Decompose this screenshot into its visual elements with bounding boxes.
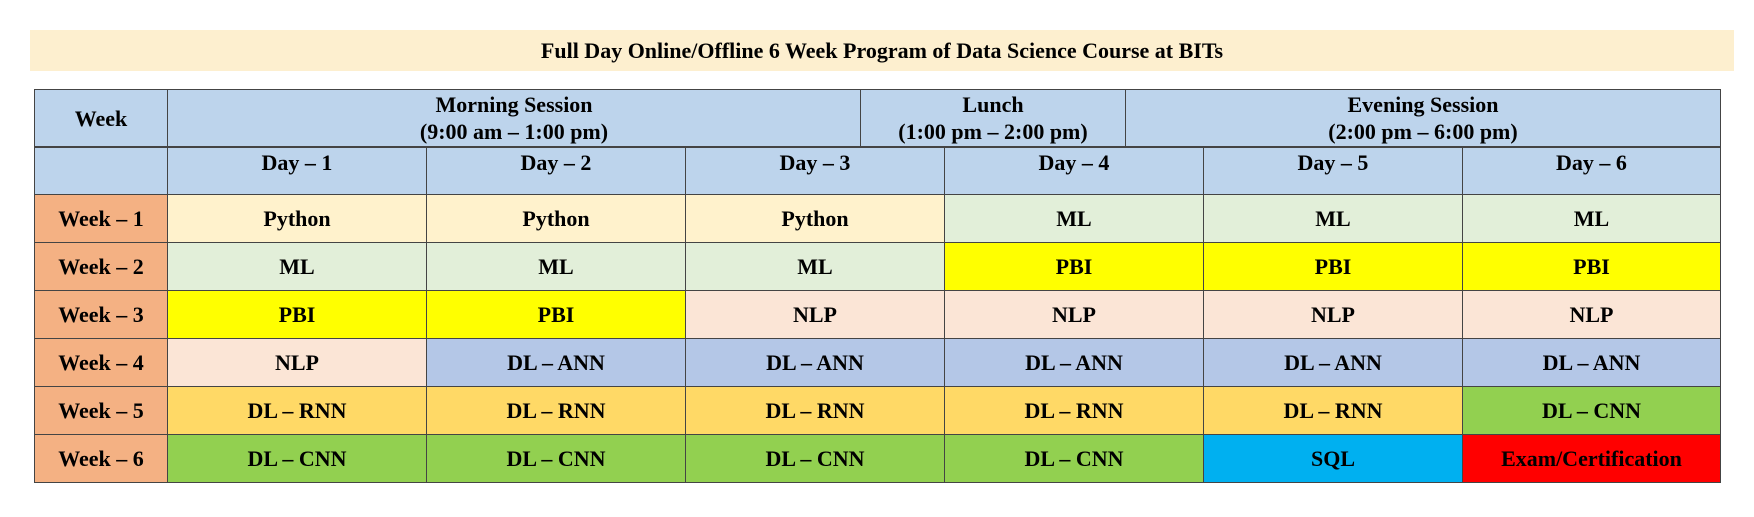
topic-cell: DL – ANN [945, 339, 1204, 387]
topic-cell: DL – CNN [427, 435, 686, 483]
topic-cell: PBI [427, 291, 686, 339]
topic-cell: NLP [945, 291, 1204, 339]
lunch-name: Lunch [962, 92, 1024, 117]
week-row [35, 339, 1721, 387]
week-label: Week – 2 [35, 243, 168, 291]
schedule-table [34, 147, 1721, 483]
topic-cell: ML [427, 243, 686, 291]
topic-cell: Exam/Certification [1463, 435, 1721, 483]
week-label: Week – 5 [35, 387, 168, 435]
topic-cell: DL – RNN [168, 387, 427, 435]
day-header: Day – 6 [1463, 148, 1721, 195]
day-header-row [35, 148, 1721, 195]
evening-session-name: Evening Session [1347, 92, 1499, 117]
topic-cell: NLP [168, 339, 427, 387]
week-label: Week – 6 [35, 435, 168, 483]
week-row [35, 387, 1721, 435]
week-column-header: Week [35, 90, 168, 147]
topic-cell: DL – CNN [686, 435, 945, 483]
topic-cell: DL – ANN [427, 339, 686, 387]
week-label: Week – 1 [35, 195, 168, 243]
topic-cell: DL – ANN [686, 339, 945, 387]
topic-cell: ML [1204, 195, 1463, 243]
topic-cell: PBI [1204, 243, 1463, 291]
topic-cell: NLP [1463, 291, 1721, 339]
topic-cell: NLP [686, 291, 945, 339]
week-row [35, 195, 1721, 243]
topic-cell: DL – CNN [168, 435, 427, 483]
topic-cell: ML [686, 243, 945, 291]
week-row [35, 435, 1721, 483]
topic-cell: Python [427, 195, 686, 243]
topic-cell: DL – RNN [945, 387, 1204, 435]
evening-session-time: (2:00 pm – 6:00 pm) [1328, 119, 1518, 144]
topic-cell: DL – RNN [427, 387, 686, 435]
topic-cell: DL – CNN [1463, 387, 1721, 435]
day-header: Day – 4 [945, 148, 1204, 195]
topic-cell: PBI [1463, 243, 1721, 291]
topic-cell: DL – RNN [686, 387, 945, 435]
day-header: Day – 1 [168, 148, 427, 195]
page-title: Full Day Online/Offline 6 Week Program of Data Science Course at BITs [30, 30, 1734, 71]
topic-cell: PBI [945, 243, 1204, 291]
session-header [34, 89, 1721, 147]
week-row [35, 243, 1721, 291]
week-label: Week – 3 [35, 291, 168, 339]
topic-cell: DL – CNN [945, 435, 1204, 483]
week-row [35, 291, 1721, 339]
topic-cell: ML [1463, 195, 1721, 243]
evening-session-header [1126, 90, 1721, 147]
topic-cell: SQL [1204, 435, 1463, 483]
morning-session-header [168, 90, 861, 147]
topic-cell: DL – ANN [1463, 339, 1721, 387]
lunch-header [861, 90, 1126, 147]
week-label: Week – 4 [35, 339, 168, 387]
day-header: Day – 3 [686, 148, 945, 195]
topic-cell: ML [945, 195, 1204, 243]
morning-session-name: Morning Session [435, 92, 593, 117]
morning-session-time: (9:00 am – 1:00 pm) [419, 119, 609, 144]
topic-cell: NLP [1204, 291, 1463, 339]
topic-cell: Python [686, 195, 945, 243]
topic-cell: ML [168, 243, 427, 291]
topic-cell: DL – ANN [1204, 339, 1463, 387]
topic-cell: DL – RNN [1204, 387, 1463, 435]
day-header-blank [35, 148, 168, 195]
day-header: Day – 2 [427, 148, 686, 195]
topic-cell: PBI [168, 291, 427, 339]
topic-cell: Python [168, 195, 427, 243]
lunch-time: (1:00 pm – 2:00 pm) [898, 119, 1088, 144]
day-header: Day – 5 [1204, 148, 1463, 195]
